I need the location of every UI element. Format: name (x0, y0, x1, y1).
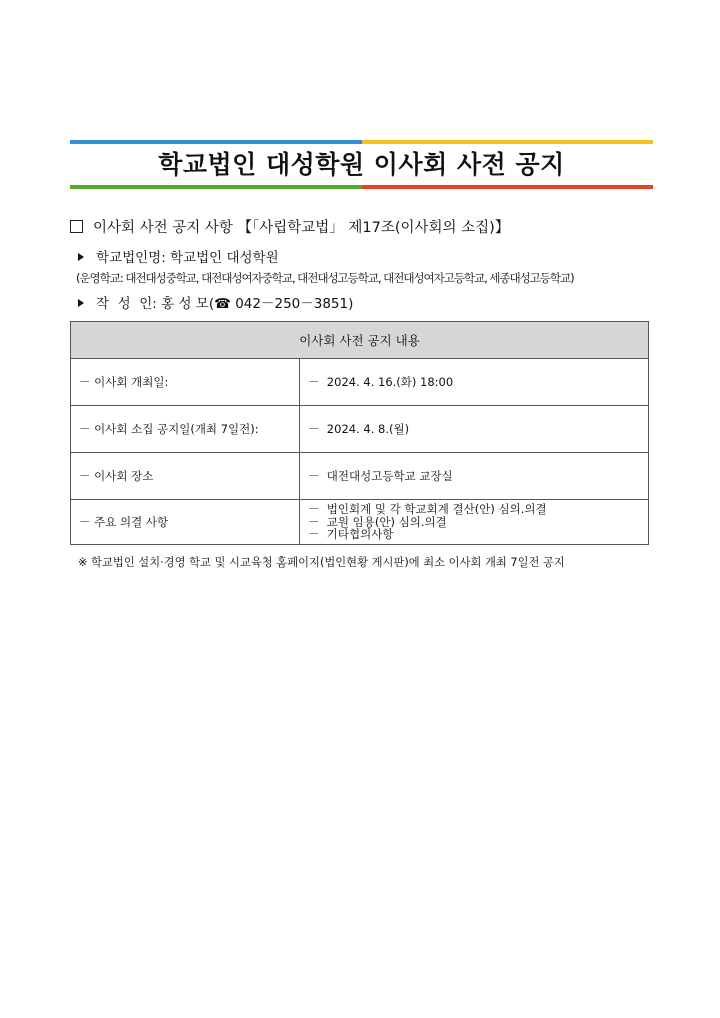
table-row (71, 359, 649, 406)
author-text: 작 성 인: 홍 성 모(☎ 042－250－3851) (96, 296, 354, 312)
row-label: － 이사회 개최일: (71, 359, 300, 406)
row-label: － 이사회 장소 (71, 453, 300, 500)
row-label: － 이사회 소집 공지일(개최 7일전): (71, 406, 300, 453)
row-value: － 2024. 4. 8.(월) (300, 406, 649, 453)
bullet-triangle-icon (78, 253, 84, 261)
agenda-list (300, 500, 649, 545)
notice-table (70, 321, 649, 545)
table-row (71, 453, 649, 500)
table-row (71, 406, 649, 453)
table-row (71, 500, 649, 545)
checkbox-icon (70, 220, 83, 233)
section-heading-text: 이사회 사전 공지 사항 【「사립학교법」 제17조(이사회의 소집)】 (93, 220, 510, 236)
page-title: 학교법인 대성학원 이사회 사전 공지 (158, 150, 565, 179)
title-banner (70, 140, 653, 189)
title-bar-bottom-green (70, 185, 362, 189)
title-bar-bottom-red (362, 185, 653, 189)
row-value: － 2024. 4. 16.(화) 18:00 (300, 359, 649, 406)
bullet-triangle-icon (78, 299, 84, 307)
schools-line: (운영학교: 대전대성중학교, 대전대성여자중학교, 대전대성고등학교, 대전대성여자고등학교, 세종대성고등학교) (76, 271, 574, 285)
corp-name-line (78, 246, 279, 266)
table-header-row (71, 322, 649, 359)
row-value: － 대전대성고등학교 교장실 (300, 453, 649, 500)
author-line (78, 292, 353, 312)
footnote: ※ 학교법인 설치·경영 학교 및 시교육청 홈페이지(법인현황 게시판)에 최소 이사회 개최 7일전 공지 (78, 556, 565, 569)
agenda-label: － 주요 의결 사항 (71, 500, 300, 545)
table-header: 이사회 사전 공지 내용 (71, 322, 649, 359)
corp-name-text: 학교법인명: 학교법인 대성학원 (96, 250, 279, 266)
section-heading (70, 216, 509, 237)
agenda-item: － 교원 임용(안) 심의.의결 (308, 514, 447, 529)
agenda-item: － 기타협의사항 (308, 527, 394, 542)
agenda-item: － 법인회계 및 각 학교회계 결산(안) 심의.의결 (308, 502, 547, 517)
